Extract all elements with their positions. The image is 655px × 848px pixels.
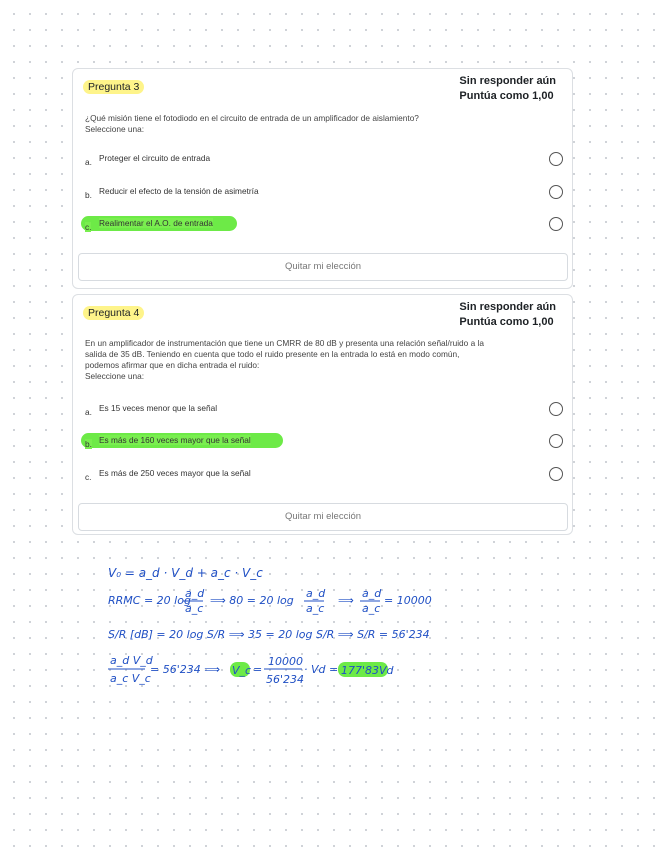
hw-rrmc-mid: ⟹ 80 = 20 log bbox=[210, 594, 294, 607]
question-body-line: podemos afirmar que en dicha entrada el ruido: bbox=[85, 360, 260, 370]
option-label: Es más de 250 veces mayor que la señal bbox=[99, 468, 251, 478]
option-letter: b. bbox=[85, 190, 92, 200]
hw-frac-den: a_c bbox=[362, 602, 381, 615]
hw-frac-num: a_d bbox=[306, 587, 326, 600]
hw-result-final: 177'83Vd bbox=[341, 664, 394, 677]
points-text: Puntúa como 1,00 bbox=[459, 316, 554, 328]
hw-frac-den: a_c bbox=[306, 602, 325, 615]
hw-vd: · Vd = bbox=[304, 663, 339, 676]
question-number: Pregunta 4 bbox=[83, 306, 144, 320]
option-letter: b. bbox=[85, 439, 92, 449]
option-label: Es más de 160 veces mayor que la señal bbox=[99, 435, 251, 445]
hw-frac-num: 10000 bbox=[268, 655, 303, 668]
option-label: Reducir el efecto de la tensión de asimetría bbox=[99, 186, 259, 196]
clear-choice-button[interactable]: Quitar mi elección bbox=[78, 503, 568, 531]
option-label: Realimentar el A.O. de entrada bbox=[99, 218, 213, 228]
question-body-line: salida de 35 dB. Teniendo en cuenta que todo el ruido presente en la entrada lo está en modo común, bbox=[85, 349, 460, 359]
status-text: Sin responder aún bbox=[459, 75, 556, 87]
question-number: Pregunta 3 bbox=[83, 80, 144, 94]
hw-arrow: ⟹ bbox=[338, 594, 354, 607]
status-text: Sin responder aún bbox=[459, 301, 556, 313]
hw-equation-3: S/R [dB] = 20 log S/R ⟹ 35 = 20 log S/R ⟹ S/R = 56'234 bbox=[108, 628, 430, 641]
option-letter: c. bbox=[85, 222, 92, 232]
hw-result: = 10000 bbox=[384, 594, 432, 607]
hw-frac-den: 56'234 bbox=[266, 673, 305, 686]
question-body: ¿Qué misión tiene el fotodiodo en el circuito de entrada de un amplificador de aislamiento? bbox=[85, 113, 419, 123]
hw-rrmc-left: RRMC = 20 log bbox=[108, 594, 191, 607]
hw-equals: = bbox=[253, 663, 263, 676]
hw-frac-den: a_c bbox=[185, 602, 204, 615]
hw-frac-num: a_d bbox=[362, 587, 382, 600]
question-body-line: En un amplificador de instrumentación que tiene un CMRR de 80 dB y presenta una relación señal/ruido a la bbox=[85, 338, 484, 348]
hw-frac-den: a_c V_c bbox=[110, 672, 151, 685]
option-letter: a. bbox=[85, 407, 92, 417]
hw-vc: V_c bbox=[232, 664, 252, 677]
select-prompt: Seleccione una: bbox=[85, 124, 145, 134]
option-label: Proteger el circuito de entrada bbox=[99, 153, 211, 163]
select-prompt: Seleccione una: bbox=[85, 371, 145, 381]
hw-equation-1: V₀ = a_d · V_d + a_c · V_c bbox=[108, 566, 263, 580]
clear-choice-button[interactable]: Quitar mi elección bbox=[78, 253, 568, 281]
option-letter: c. bbox=[85, 472, 92, 482]
hw-line4-mid: = 56'234 ⟹ bbox=[150, 663, 220, 676]
hw-frac-num: a_d V_d bbox=[110, 654, 153, 667]
option-label: Es 15 veces menor que la señal bbox=[99, 403, 218, 413]
option-letter: a. bbox=[85, 157, 92, 167]
hw-frac-num: a_d bbox=[185, 587, 205, 600]
points-text: Puntúa como 1,00 bbox=[459, 90, 554, 102]
